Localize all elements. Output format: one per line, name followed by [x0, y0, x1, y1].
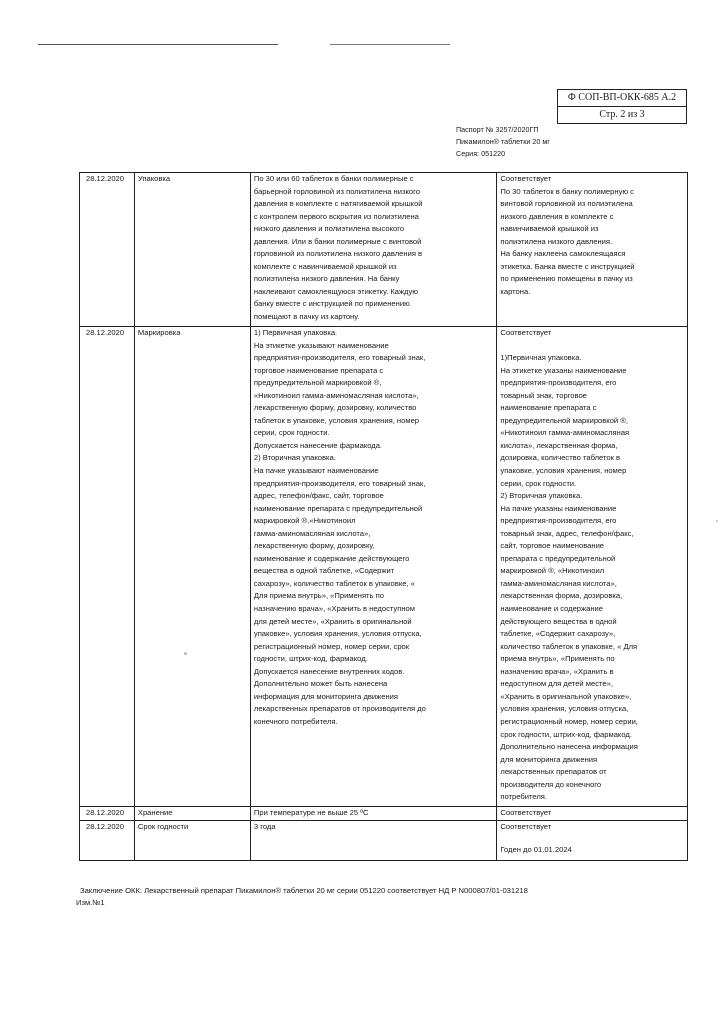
page-label: Стр. 2 из 3	[558, 106, 686, 123]
row-date: 28.12.2020	[80, 807, 135, 821]
quality-control-table	[79, 172, 688, 861]
row-category: Маркировка	[134, 327, 250, 807]
expiry-note: Годен до 01.01.2024	[500, 845, 572, 854]
row-result-cell	[497, 820, 688, 860]
row-result: Соответствует 1)Первичная упаковка. На этикетке указаны наименование предприятия-производителя, его товарный знак, торговое наименование препарата с предупредительной маркировкой ®, «Никотиноил гамма-аминомасляная кислота», лекарственная форма, дозировка, количество таблеток в упаковке, условия хранения, номер серии, срок годности. 2) Вторичная упаковка. На пачке указаны наименование предприятия-производителя, его товарный знак, адрес, телефон/факс, сайт, торговое наименование препарата с предупредительной маркировкой ®, «Никотиноил гамма-аминомасляная кислота», лекарственная форма, дозировка, наименование и содержание действующего вещества в одной таблетке, «Содержит сахарозу», количество таблеток в упаковке, « Для приема внутрь», «Применять по назначению врача», «Хранить в недоступном для детей месте», «Хранить в оригинальной упаковке», условия хранения, условия отпуска, регистрационный номер, номер серии, срок годности, штрих-код, фармакод. Дополнительно нанесена информация для мониторинга движения лекарственных препаратов от производителя до конечного потребителя.	[497, 327, 688, 807]
change-number: Изм.№1	[76, 898, 105, 907]
product-name: Пикамилон® таблетки 20 мг	[456, 137, 550, 146]
row-category: Срок годности	[134, 820, 250, 860]
form-code: Ф СОП-ВП-ОКК-685 А.2	[567, 92, 677, 103]
row-date: 28.12.2020	[80, 327, 135, 807]
scan-top-line-2	[330, 44, 450, 45]
series-number: Серия: 051220	[456, 149, 506, 158]
form-code-box	[557, 89, 687, 124]
row-category: Упаковка	[134, 173, 250, 327]
conclusion-text: Заключение ОКК: Лекарственный препарат Пикамилон® таблетки 20 мг серии 051220 соответствует НД Р N000807/01-031218	[80, 886, 528, 895]
table-row	[80, 173, 688, 327]
scan-speck	[716, 520, 718, 522]
scan-speck	[184, 652, 187, 655]
passport-block	[456, 124, 550, 160]
row-requirement: 1) Первичная упаковка. На этикетке указывают наименование предприятия-производителя, его товарный знак, торговое наименование препарата с предупредительной маркировкой ®, «Никотиноил гамма-аминомасляная кислота», лекарственную форму, дозировку, количество таблеток в упаковке, условия хранения, номер серии, срок годности. Допускается нанесение фармакода. 2) Вторичная упаковка. На пачке указывают наименование предприятия-производителя, его товарный знак, адрес, телефон/факс, сайт, торговое наименование препарата с предупредительной маркировкой ®,«Никотиноил гамма-аминомасляная кислота», лекарственную форму, дозировку, наименование и содержание действующего вещества в одной таблетке, «Содержит сахарозу», количество таблеток в упаковке, « Для приема внутрь», «Применять по назначению врача», «Хранить в недоступном для детей месте», «Хранить в оригинальной упаковке», условия хранения, условия отпуска, регистрационный номер, номер серии, срок годности, штрих-код, фармакод. Допускается нанесение внутренних кодов. Дополнительно может быть нанесена информация для мониторинга движения лекарственных препаратов от производителя до конечного потребителя.	[250, 327, 497, 807]
row-result: Соответствует	[500, 821, 552, 831]
row-category: Хранение	[134, 807, 250, 821]
passport-number: Паспорт № 3257/2020ГП	[456, 125, 539, 134]
row-requirement: При температуре не выше 25 ºС	[250, 807, 497, 821]
table-row	[80, 820, 688, 860]
row-date: 28.12.2020	[80, 820, 135, 860]
table-row	[80, 327, 688, 807]
row-requirement: 3 года	[250, 820, 497, 860]
row-requirement: По 30 или 60 таблеток в банки полимерные с барьерной горловиной из полиэтилена низкого давления в комплекте с натягиваемой крышкой с контролем первого вскрытия из полиэтилена низкого давления и полиэтилена высокого давления. Или в банки полимерные с винтовой горловиной из полиэтилена низкого давления в комплекте с навинчиваемой крышкой из полиэтилена низкого давления. На банку наклеивают самоклеящуюся этикетку. Каждую банку вместе с инструкцией по применению помещают в пачку из картону.	[250, 173, 497, 327]
row-date: 28.12.2020	[80, 173, 135, 327]
row-result: Соответствует	[497, 807, 688, 821]
table-row	[80, 807, 688, 821]
scan-top-line	[38, 44, 278, 45]
row-result: Соответствует По 30 таблеток в банку полимерную с винтовой горловиной из полиэтилена низкого давления в комплекте с навинчиваемой крышкой из полиэтилена низкого давления. На банку наклеена самоклеящаяся этикетка. Банка вместе с инструкцией по применению помещены в пачку из картона.	[497, 173, 688, 327]
